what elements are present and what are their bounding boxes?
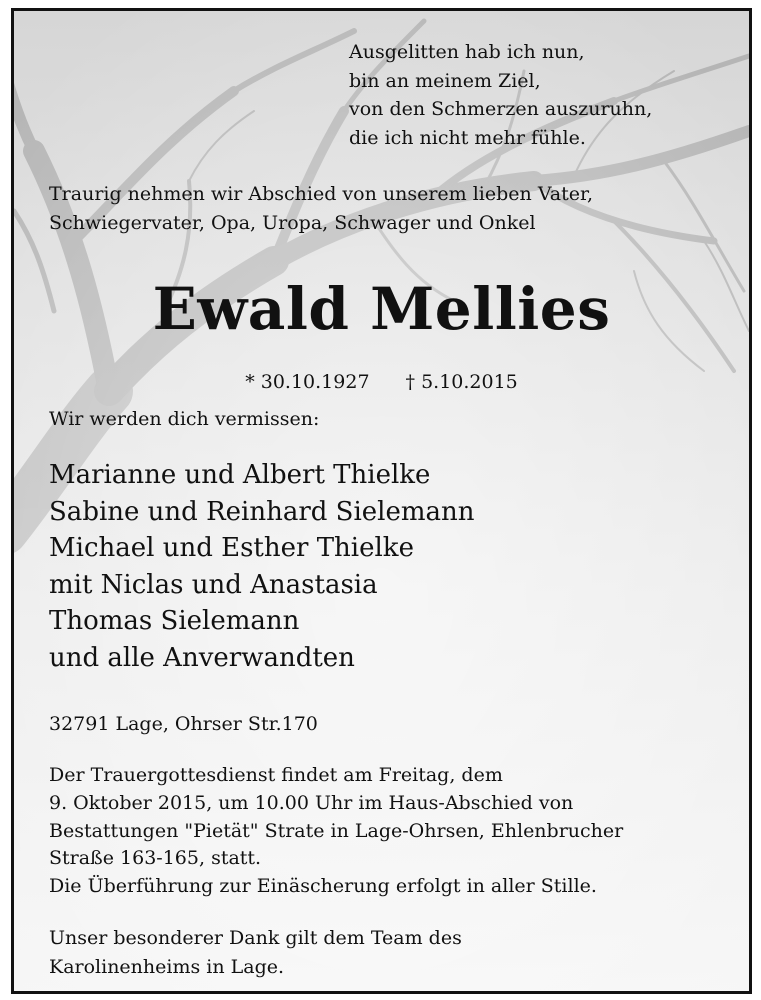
thanks-text: Unser besonderer Dank gilt dem Team des Karolinenheims in Lage.: [49, 927, 462, 978]
miss-heading: Wir werden dich vermissen:: [49, 408, 320, 430]
address-text: 32791 Lage, Ohrser Str.170: [49, 713, 318, 735]
service-text: Der Trauergottesdienst findet am Freitag, dem 9. Oktober 2015, um 10.00 Uhr im Haus-Abschied von Bestattungen "Pietät" Strate in Lage-Ohrsen, Ehlenbrucher Straße 163-165, statt. Die Überführung zur Einäscherung erfolgt in aller Stille.: [49, 764, 624, 898]
obituary-frame: [11, 8, 752, 994]
life-dates: [14, 343, 749, 395]
death-date: † 5.10.2015: [405, 371, 518, 393]
family-list: Marianne und Albert Thielke Sabine und Reinhard Sielemann Michael und Esther Thielke mit Niclas und Anastasia Thomas Sielemann und alle Anverwandten: [49, 460, 475, 673]
poem-verse: Ausgelitten hab ich nun, bin an meinem Ziel, von den Schmerzen auszuruhn, die ich nicht mehr fühle.: [349, 41, 653, 149]
birth-date: * 30.10.1927: [245, 371, 370, 393]
deceased-name: Ewald Mellies: [152, 275, 611, 343]
intro-text: Traurig nehmen wir Abschied von unserem lieben Vater, Schwiegervater, Opa, Uropa, Schwager und Onkel: [49, 183, 594, 234]
